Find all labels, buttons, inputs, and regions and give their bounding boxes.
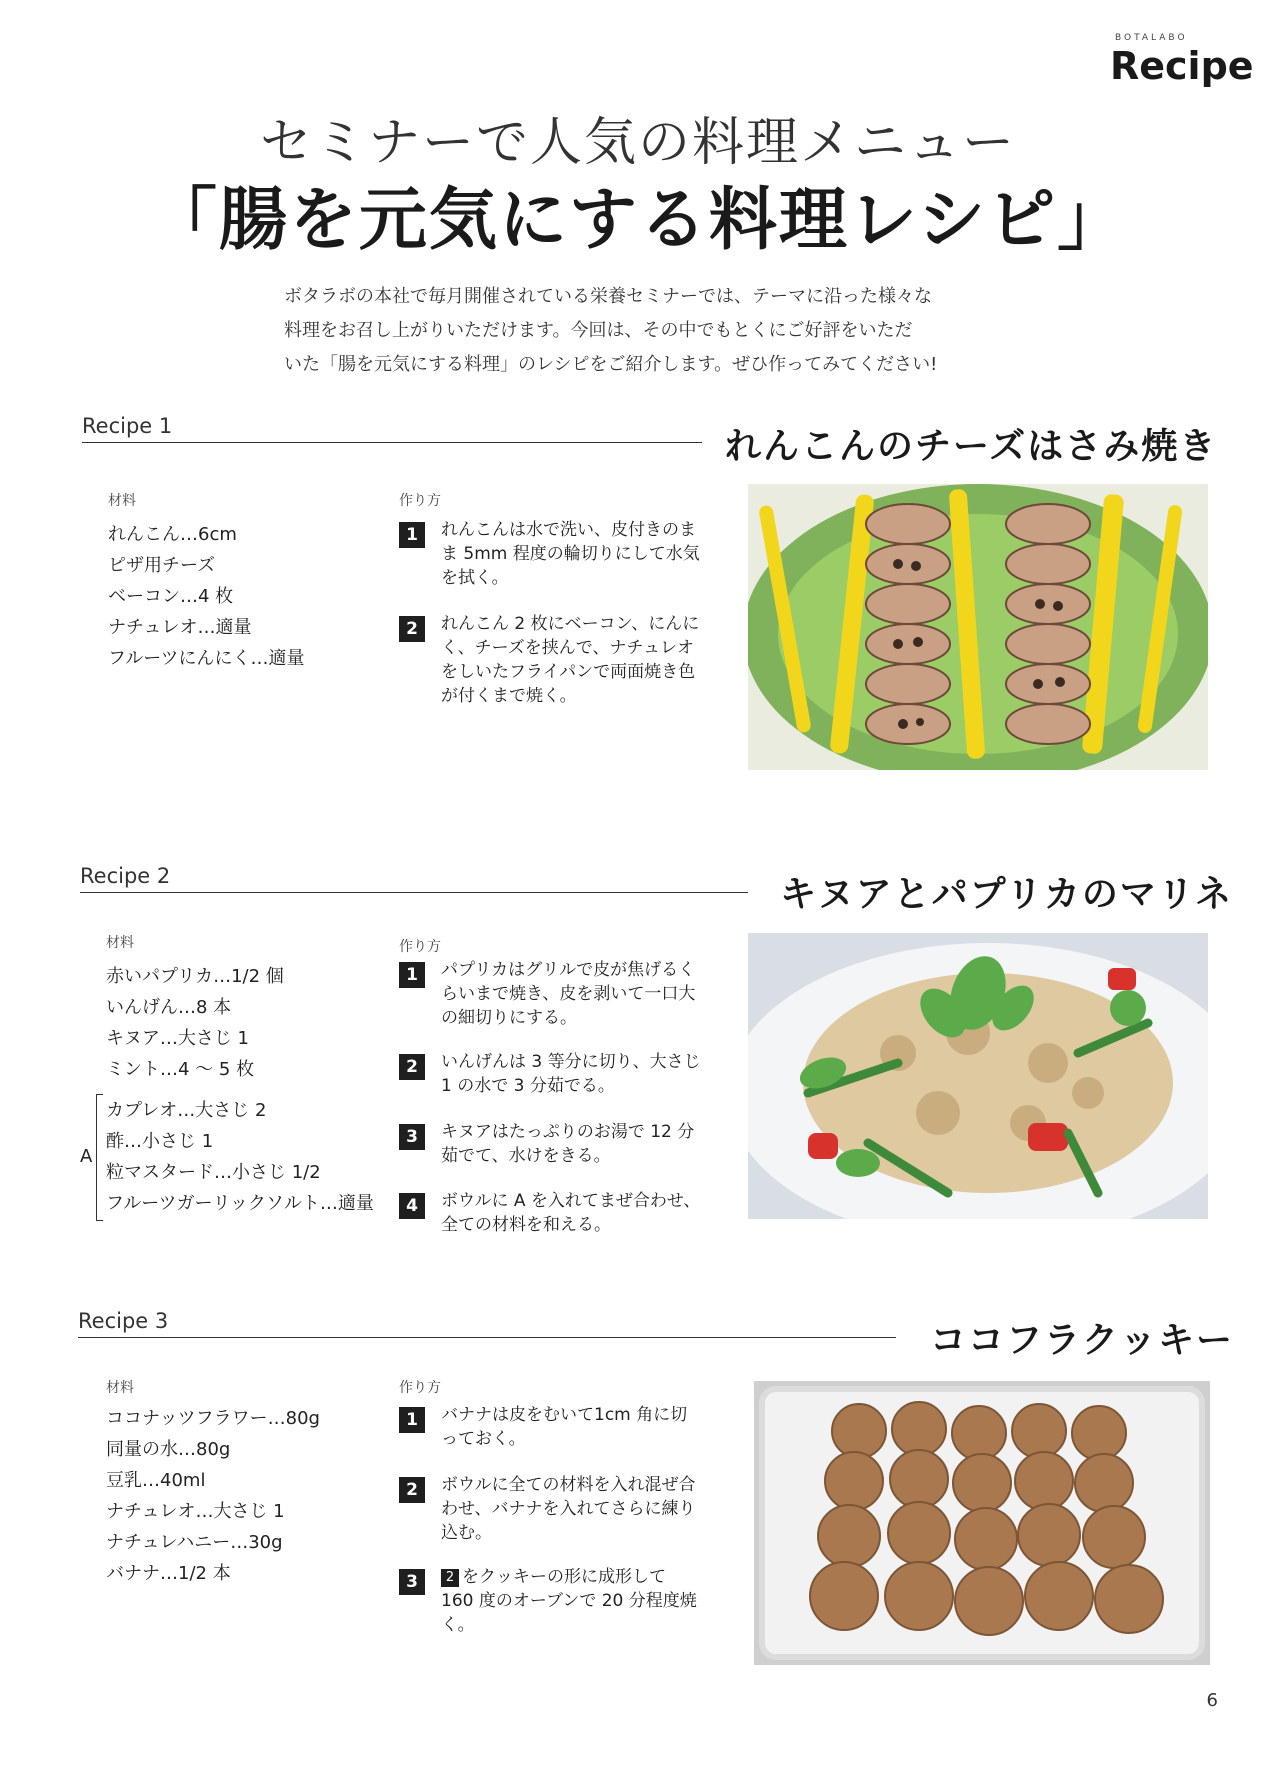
coconut-cookie-photo (754, 1381, 1210, 1665)
recipe-3-rule (78, 1337, 896, 1338)
recipe-1-rule (82, 442, 702, 443)
ingredient-item: 粒マスタード…小さじ 1/2 (106, 1162, 321, 1183)
step-number: 1 (399, 522, 425, 548)
intro-line: いた「腸を元気にする料理」のレシピをご紹介します。ぜひ作ってみてください! (284, 354, 938, 375)
step-text: れんこんは水で洗い、皮付きのまま 5mm 程度の輪切りにして水気を拭く。 (441, 520, 700, 588)
ingredient-item: いんげん…8 本 (106, 997, 232, 1018)
ingredient-item: フルーツにんにく…適量 (108, 648, 305, 669)
step-number: 2 (399, 1054, 425, 1080)
recipe-2-step-2 (399, 1050, 703, 1098)
brand-logo-text: Recipe (1110, 44, 1254, 88)
recipe-3-step-2 (399, 1473, 703, 1545)
step-number: 3 (399, 1124, 425, 1150)
ingredient-item: ピザ用チーズ (108, 555, 216, 576)
step-number: 1 (399, 1407, 425, 1433)
group-bracket (96, 1094, 103, 1221)
intro-line: 料理をお召し上がりいただけます。今回は、その中でもとくにご好評をいただ (284, 320, 913, 341)
page-title: 「腸を元気にする料理レシピ」 (148, 181, 1128, 260)
recipe-2-label: Recipe 2 (80, 864, 171, 888)
step-number: 2 (399, 616, 425, 642)
ingredient-item: キヌア…大さじ 1 (106, 1028, 249, 1049)
method-label: 作り方 (399, 493, 441, 509)
ingredient-item: 豆乳…40ml (106, 1470, 206, 1491)
recipe-2-group-ingredients (106, 1095, 374, 1219)
step-number: 1 (399, 962, 425, 988)
ingredient-item: フルーツガーリックソルト…適量 (106, 1193, 374, 1214)
renkon-cheese-photo (748, 484, 1208, 770)
ingredient-item: 赤いパプリカ…1/2 個 (106, 966, 284, 987)
step-number: 4 (399, 1193, 425, 1219)
page-subtitle: セミナーで人気の料理メニュー (259, 113, 1016, 173)
group-label: A (80, 1146, 93, 1167)
intro-paragraph (284, 280, 1024, 382)
recipe-3-title: ココフラクッキー (930, 1320, 1235, 1361)
recipe-2-ingredients (106, 961, 284, 1085)
ingredient-item: 酢…小さじ 1 (106, 1131, 214, 1152)
recipe-2-title: キヌアとパプリカのマリネ (780, 874, 1234, 915)
step-text: ボウルに全ての材料を入れ混ぜ合わせ、バナナを入れてさらに練り込む。 (441, 1475, 696, 1543)
step-text: れんこん 2 枚にベーコン、にんにく、チーズを挟んで、ナチュレオをしいたフライパンで両面焼き色が付くまで焼く。 (441, 614, 700, 706)
recipe-3-ingredients (106, 1403, 320, 1589)
recipe-2-step-3 (399, 1120, 703, 1168)
step-text: ボウルに A を入れてまぜ合わせ、全ての材料を和える。 (441, 1191, 701, 1235)
step-text (441, 1565, 703, 1637)
recipe-1-title: れんこんのチーズはさみ焼き (725, 426, 1218, 467)
ingredients-label: 材料 (108, 493, 136, 509)
ingredient-item: カプレオ…大さじ 2 (106, 1100, 267, 1121)
ingredient-item: ナチュレハニー…30g (106, 1532, 283, 1553)
recipe-1-step-1 (399, 518, 703, 590)
method-label: 作り方 (399, 1380, 441, 1396)
step-text: バナナは皮をむいて1cm 角に切っておく。 (441, 1405, 688, 1449)
recipe-2-step-4 (399, 1189, 703, 1237)
ingredients-label: 材料 (106, 935, 134, 951)
recipe-1-label: Recipe 1 (82, 414, 173, 438)
ingredient-item: ベーコン…4 枚 (108, 586, 234, 607)
brand-small-label: BOTALABO (1115, 33, 1188, 43)
ingredients-label: 材料 (106, 1380, 134, 1396)
ingredient-item: れんこん…6cm (108, 524, 237, 545)
recipe-1-step-2 (399, 612, 703, 708)
recipe-2-step-1 (399, 958, 703, 1030)
step-number: 3 (399, 1569, 425, 1595)
recipe-3-label: Recipe 3 (78, 1309, 169, 1333)
ingredient-item: ナチュレオ…大さじ 1 (106, 1501, 285, 1522)
step-number: 2 (399, 1477, 425, 1503)
ingredient-item: 同量の水…80g (106, 1439, 231, 1460)
recipe-3-step-3 (399, 1565, 703, 1637)
page-number: 6 (1206, 1690, 1218, 1711)
step-text: キヌアはたっぷりのお湯で 12 分茹でて、水けをきる。 (441, 1122, 695, 1166)
step-text-body: をクッキーの形に成形して 160 度のオーブンで 20 分程度焼く。 (441, 1567, 697, 1635)
step-text: パプリカはグリルで皮が焦げるくらいまで焼き、皮を剥いて一口大の細切りにする。 (441, 960, 696, 1028)
recipe-2-rule (80, 892, 748, 893)
intro-line: ボタラボの本社で毎月開催されている栄養セミナーでは、テーマに沿った様々な (284, 286, 932, 307)
recipe-3-step-1 (399, 1403, 703, 1451)
ingredient-item: バナナ…1/2 本 (106, 1563, 231, 1584)
quinoa-paprika-photo (748, 933, 1208, 1219)
ingredient-item: ナチュレオ…適量 (108, 617, 252, 638)
recipe-1-ingredients (108, 519, 305, 674)
step-text: いんげんは 3 等分に切り、大さじ 1 の水で 3 分茹でる。 (441, 1052, 701, 1096)
method-label: 作り方 (399, 939, 441, 955)
ingredient-item: ココナッツフラワー…80g (106, 1408, 320, 1429)
ingredient-item: ミント…4 ～ 5 枚 (106, 1059, 255, 1080)
step-reference-badge: 2 (441, 1569, 459, 1587)
